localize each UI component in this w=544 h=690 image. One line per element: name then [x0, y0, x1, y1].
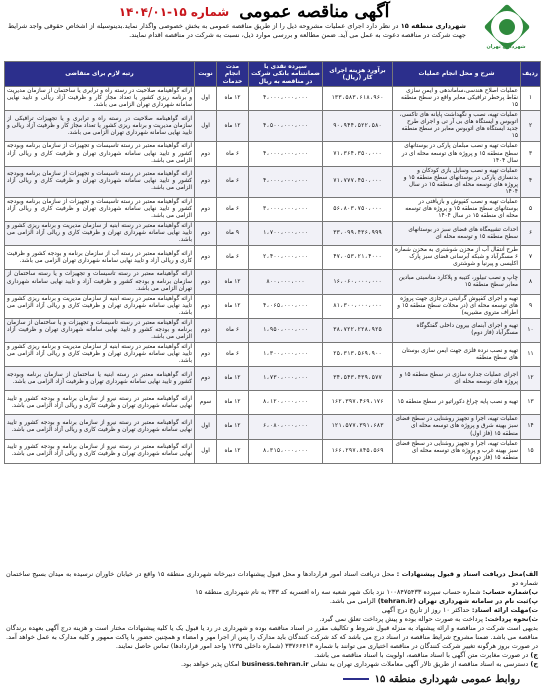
term-c-label: پ)ثبت نام در سامانه شهرداری تهران (tehran.ir): [377, 596, 538, 605]
row-number: ۱۰: [521, 318, 541, 342]
row-duration: ۶ ماه: [217, 166, 249, 197]
row-duration: ۱۲ ماه: [217, 367, 249, 391]
row-turn: سوم: [195, 391, 217, 415]
row-number: ۳: [521, 142, 541, 166]
row-deposit: ۱،۳۰۰،۰۰۰،۰۰۰: [249, 343, 323, 367]
row-deposit: ۶،۰۸۰،۰۰۰،۰۰۰: [249, 415, 323, 439]
table-row: [5, 87, 541, 111]
term-g-text: در صورت مغایرت متن آگهی با اسناد مناقصه، اولویت با اسناد مناقصه می باشد.: [314, 650, 529, 659]
row-requirement: ارائه گواهینامه معتبر در رسته تاسیسات و تجهیزات و یا ساختمان از سازمان برنامه و بودجه کشور و تایید نهایی سامانه شهرداری تهران و ظرفیت آزاد الزامی می باشد.: [5, 318, 195, 342]
title-row: [60, 1, 448, 23]
row-turn: اول: [195, 415, 217, 439]
term-h-label: ح): [530, 659, 538, 668]
row-cost: ۷۱،۷۷۷،۴۵۰،۰۰۰: [323, 166, 393, 197]
row-description: عملیات تهیه و نصب مبلمان پارکی در بوستانهای سطح منطقه ۱۵ و پروژه های توسعه محله ای در سال ۱۴۰۴: [393, 142, 521, 166]
footer-terms: [6, 570, 538, 669]
row-duration: ۱۲ ماه: [217, 87, 249, 111]
col-header-duration: مدت انجام خدمات: [217, 62, 249, 87]
table-row: [5, 270, 541, 294]
row-cost: ۳۴،۵۴۳،۴۳۹،۵۷۷: [323, 367, 393, 391]
row-requirement: ارائه گواهینامه معتبر در رسته ابنیه یا ساختمان از سازمان برنامه وبودجه کشور و تایید نهایی سامانه شهرداری تهران و ظرفیت آزاد الزامی می باشد.: [5, 367, 195, 391]
signature-underline: [343, 678, 369, 680]
table-row: [5, 439, 541, 463]
term-a-label: الف)محل دریافت اسناد و قبول پیشنهادات :: [396, 570, 538, 578]
row-turn: دوم: [195, 318, 217, 342]
term-e-label: ث)نحوه پرداخت:: [484, 614, 538, 623]
intro-paragraph: [8, 22, 466, 40]
col-header-requirement: رتبه لازم برای متقاضی: [5, 62, 195, 87]
term-e: [6, 615, 538, 624]
row-requirement: ارائه گواهینامه معتبر در رسته ابنیه از سازمان مدیریت و برنامه ریزی کشور و تایید نهایی سامانه شهرداری تهران و ظرفیت کاری و ریالی آزاد الزامی می باشد.: [5, 343, 195, 367]
term-e-text: پرداخت به صورت حواله بوده و پیش پرداخت تعلق نمی گیرد.: [319, 614, 483, 623]
term-d-label: ت)مهلت ارائه اسناد:: [471, 605, 538, 614]
row-turn: اول: [195, 111, 217, 142]
row-cost: ۷۱،۳۶۴،۳۵۰،۰۰۰: [323, 142, 393, 166]
row-turn: دوم: [195, 246, 217, 270]
row-description: تهیه و نصب نرده فلزی جهت ایمن سازی بوستان های سطح منطقه: [393, 343, 521, 367]
tender-table: [4, 61, 541, 464]
row-number: ۸: [521, 270, 541, 294]
row-requirement: ارائه گواهینامه معتبر در رسته ابنیه از سازمان مدیریت و برنامه ریزی کشور و تایید نهایی سامانه شهرداری تهران و ظرفیت کاری و ریالی آزاد الزامی می باشد.: [5, 222, 195, 246]
row-turn: دوم: [195, 367, 217, 391]
term-c: [6, 597, 538, 606]
row-deposit: ۴،۰۰۰،۰۰۰،۰۰۰: [249, 142, 323, 166]
term-b: [6, 588, 538, 597]
row-description: احداث تشییعگاه های فضای سبز در بوستانهای سطح منطقه ۱۵ و توسعه محله ای: [393, 222, 521, 246]
row-requirement: ارائه گواهینامه معتبر در رسته تاسیسات و تجهیزات از سازمان برنامه وبودجه کشور و تایید نهایی سامانه شهرداری تهران و ظرفیت کاری و ریالی آزاد الزامی می باشد.: [5, 166, 195, 197]
row-number: ۹: [521, 294, 541, 318]
row-requirement: ارائه گواهینامه معتبر در رسته تاسیسات و تجهیزات و یا رسته ساختمان از سازمان برنامه و بودجه کشور و ظرفیت آزاد و تایید نهایی سامانه شهرداری تهران الزامی می باشد.: [5, 270, 195, 294]
term-g-label: ج): [530, 650, 538, 659]
row-deposit: ۸،۱۲۰،۰۰۰،۰۰۰: [249, 391, 323, 415]
row-description: عملیات تهیه و نصب کفپوش و بازیافتی در بوستانهای سطح منطقه ۱۵ و پروژه های توسعه محله ای منطقه ۱۵ در سال ۱۴۰۴: [393, 197, 521, 221]
term-a: [6, 570, 538, 588]
row-number: ۱۴: [521, 415, 541, 439]
row-turn: اول: [195, 87, 217, 111]
row-cost: ۱۶،۰۶۰،۰۰۰،۰۰۰: [323, 270, 393, 294]
municipality-logo: [474, 4, 538, 54]
table-body: [5, 87, 541, 464]
row-deposit: ۳،۰۰۰،۰۰۰،۰۰۰: [249, 197, 323, 221]
term-h-tail: امکان پذیر خواهد بود.: [181, 659, 240, 668]
table-row: [5, 294, 541, 318]
row-deposit: ۸،۳۱۵،۰۰۰،۰۰۰: [249, 439, 323, 463]
table-row: [5, 367, 541, 391]
row-description: عملیات تهیه، اجرا و تجهیز روشنایی در سطح فضای سبز بهینه شرق و پروژه های توسعه محله ای منطقه ۱۵ (فاز اول): [393, 415, 521, 439]
row-duration: ۱۲ ماه: [217, 415, 249, 439]
row-duration: ۶ ماه: [217, 142, 249, 166]
term-g: [6, 651, 538, 660]
term-b-label: ب)شماره حساب:: [482, 587, 538, 596]
row-duration: ۱۲ ماه: [217, 294, 249, 318]
row-turn: دوم: [195, 222, 217, 246]
table-row: [5, 318, 541, 342]
row-number: ۷: [521, 246, 541, 270]
row-requirement: ارائه گواهینامه معتبر در رسته آب از سازمان برنامه و بودجه کشور و ظرفیت کاری و ریالی آزاد و تایید نهایی سامانه شهرداری تهران الزامی می باشد.: [5, 246, 195, 270]
row-number: ۱۳: [521, 391, 541, 415]
row-description: چاپ و نصب تبیلور، کتیبه و پلاکارد مناسبتی مبادین معابر سطح منطقه ۱۵: [393, 270, 521, 294]
row-cost: ۹۰،۹۴۴،۵۲۲،۵۸۰: [323, 111, 393, 142]
row-deposit: ۱،۷۰۰،۰۰۰،۰۰۰: [249, 222, 323, 246]
row-description: عملیات اصلاح هندسی،ساماندهی و ایمن سازی نقاط پرخطر ترافیکی معابر واقع در سطح منطقه ۱۵: [393, 87, 521, 111]
row-number: ۵: [521, 197, 541, 221]
row-description: تهیه و اجرای کفپوش گرانیتی درجازی جهت پروژه های توسعه محله ای (در محلات سطح منطقه ۱۵ و اطراف متروی مشیریه): [393, 294, 521, 318]
row-turn: دوم: [195, 343, 217, 367]
row-cost: ۱۲۱،۵۷۷،۳۹۱،۶۸۳: [323, 415, 393, 439]
row-number: ۴: [521, 166, 541, 197]
row-description: تهیه و نصب پایه چراغ دکوراتیو در سطح منطقه ۱۵: [393, 391, 521, 415]
row-requirement: ارائه گواهینامه صلاحیت در رسته راه و ترابری یا ساختمان از سازمان مدیریت و برنامه ریزی کشور یا تعداد مجاز کار و ظرفیت آزاد ریالی و تایید نهایی سامانه شهرداری تهران الزامی می باشد.: [5, 87, 195, 111]
row-number: ۱۱: [521, 343, 541, 367]
row-duration: ۶ ماه: [217, 246, 249, 270]
row-requirement: ارائه گواهینامه معتبر در رسته ابنیه از سازمان مدیریت و برنامه ریزی کشور و تایید نهایی سامانه شهرداری تهران و ظرفیت کاری و ریالی آزاد الزامی می باشد.: [5, 294, 195, 318]
row-requirement: ارائه گواهینامه معتبر در رسته نیرو از سازمان برنامه و بودجه کشور و تایید نهایی سامانه شهرداری تهران و ظرفیت کاری و ریالی آزاد الزامی می باشد.: [5, 439, 195, 463]
row-description: تهیه و اجرای آبنمای بیرون داخلی گفتگوگاه مسگرآباد (فاز دوم): [393, 318, 521, 342]
row-duration: ۶ ماه: [217, 318, 249, 342]
row-number: ۲: [521, 111, 541, 142]
row-description: طرح انتقال آب از مخزن شوشتری به مخزن شماره ۶ مسگرآباد و شبکه آبرسانی فضای سبز پارک اکلیسی و پیرنیا و شوشتری: [393, 246, 521, 270]
row-turn: دوم: [195, 294, 217, 318]
row-deposit: ۱،۷۳۰،۰۰۰،۰۰۰: [249, 367, 323, 391]
row-cost: ۴۷،۰۵۳،۲۱،۴۰۰۰: [323, 246, 393, 270]
term-d: [6, 606, 538, 615]
term-a-text: محل دریافت اسناد امور قراردادها و محل قبول پیشنهادات دبیرخانه شهرداری منطقه ۱۵ واقع در خیابان خاوران نرسیده به میدان بسیج ساختمان شماره دو: [6, 570, 538, 587]
signature: [343, 671, 520, 687]
row-turn: دوم: [195, 166, 217, 197]
term-h-text: دسترسی به اسناد مناقصه از طریق تالار آگهی معاملات شهرداری تهران به نشانی: [310, 659, 529, 668]
notice-title: آگهی مناقصه عمومی: [239, 2, 390, 22]
row-description: عملیات تهیه، نصب و نگهداشت پایانه های تاکسی، اتوبوس و ایستگاه های بی آر تی و اجرای طرح جدید ایستگاه های اتوبوس معابر در سطح منطقه ۱۵: [393, 111, 521, 142]
row-number: ۱۵: [521, 439, 541, 463]
table-row: [5, 142, 541, 166]
row-duration: ۹ ماه: [217, 222, 249, 246]
row-deposit: ۲،۴۰۰،۰۰۰،۰۰۰: [249, 246, 323, 270]
col-header-row-no: ردیف: [521, 62, 541, 87]
col-header-cost: برآورد هزینه اجرای کار (ریال): [323, 62, 393, 87]
term-b-text: شماره حساب سپرده ۱۰۰۸۴۷۵۴۳۳ نزد بانک شهر شعبه سه راه افسریه کد ۲۳۳ به نام شهرداری منطقه ۱۵: [195, 587, 481, 596]
row-duration: ۱۲ ماه: [217, 391, 249, 415]
row-requirement: ارائه گواهینامه معتبر در رسته نیرو از سازمان برنامه و بودجه کشور و تایید نهایی سامانه شهرداری تهران و ظرفیت کاری و ریالی آزاد الزامی می باشد.: [5, 391, 195, 415]
row-deposit: ۴،۰۶۵،۰۰۰،۰۰۰: [249, 294, 323, 318]
col-header-description: شرح و محل انجام عملیات: [393, 62, 521, 87]
row-duration: ۱۲ ماه: [217, 270, 249, 294]
row-deposit: ۴،۰۰۰،۰۰۰،۰۰۰: [249, 166, 323, 197]
row-cost: ۱۶۲،۳۹۷،۴۶۹،۱۷۶: [323, 391, 393, 415]
term-d-text: حداکثر ۱۰ روز از تاریخ درج آگهی: [381, 605, 470, 614]
row-cost: ۱۳۳،۵۸۳،۶۱۸،۹۶۰: [323, 87, 393, 111]
intro-text: در نظر دارد اجرای عملیات مشروحه ذیل را از طریق مناقصه عمومی به بخش خصوصی واگذار نماید.بدینوسیله از اشخاص حقوقی واجد شرایط جهت شرکت در مناقصه دعوت به عمل می آید. ضمن مطالعه و بررسی موارد ذیل، نسبت به شرکت در مناقصه اقدام نمایند.: [8, 22, 466, 39]
row-turn: دوم: [195, 197, 217, 221]
table-row: [5, 343, 541, 367]
table-row: [5, 197, 541, 221]
row-description: عملیات تهیه و نصب وسایل بازی کودکان و بدنسازی پارکی در بوستانهای سطح منطقه ۱۵ و پروژه های توسعه محله ای منطقه ۱۵ در سال ۱۴۰۴: [393, 166, 521, 197]
term-notes: بدیهی است شرکت در مناقصه و ارائه پیشنهاد به منزله قبول شروط و تکالیف مقرر در اسناد مناقصه بوده و شهرداری در رد یا قبول یک یا کلیه پیشنهادات مختار است و هزینه درج آگهی بعهده برندگان مناقصه می باشد. ضمنا مشروح شرایط مناقصه در اسناد درج می باشد که کد شرکت کنندگان باید مدارک را پس از اجرا مهر و امضاء و همچنین حضور با پاکت ممهور و کلیه مدارک به عمل خواهد آمد. در صورت بروز هرگونه تغییر شرکت کنندگان در مناقصه اختیاری می توانند با شماره ۳۳۷۶۶۴۱۳ (شماره داخلی ۱۲۳۵ واحد امور قراردادها) تماس حاصل نمایند.: [6, 623, 538, 650]
table-header-row: [5, 62, 541, 87]
row-number: ۱: [521, 87, 541, 111]
row-requirement: ارائه گواهینامه صلاحیت در رسته راه و ترابری و یا تجهیزات ترافیکی از سازمان مدیریت و برنامه ریزی کشور یا تعداد مجاز کار و ظرفیت آزاد ریالی و تایید نهایی سامانه شهرداری تهران الزامی می باشد.: [5, 111, 195, 142]
row-requirement: ارائه گواهینامه معتبر در رسته تاسیسات و تجهیزات از سازمان برنامه وبودجه کشور و تایید نهایی سامانه شهرداری تهران و ظرفیت کاری و ریالی آزاد الزامی می باشد.: [5, 197, 195, 221]
table-row: [5, 415, 541, 439]
logo-text: شهرداری تهران: [486, 44, 526, 50]
row-turn: دوم: [195, 142, 217, 166]
row-turn: دوم: [195, 270, 217, 294]
table-row: [5, 246, 541, 270]
row-deposit: ۱،۹۵۰،۰۰۰،۰۰۰: [249, 318, 323, 342]
row-deposit: ۴،۵۰۰،۰۰۰،۰۰۰: [249, 111, 323, 142]
header: [0, 0, 544, 60]
row-deposit: ۸۰۰،۰۰۰،۰۰۰: [249, 270, 323, 294]
row-cost: ۱۶۶،۲۹۷،۸۴۵،۵۶۹: [323, 439, 393, 463]
row-number: ۶: [521, 222, 541, 246]
term-c-text: الزامی می باشد.: [329, 596, 376, 605]
col-header-deposit: سپرده نقدی یا ضمانتنامه بانکی شرکت در مناقصه به ریال: [249, 62, 323, 87]
row-duration: ۱۲ ماه: [217, 439, 249, 463]
row-duration: ۱۲ ماه: [217, 111, 249, 142]
row-cost: ۵۶،۸۰۳،۷۵۰،۰۰۰: [323, 197, 393, 221]
row-cost: ۳۸،۷۲۲،۲۲۸،۹۲۵: [323, 318, 393, 342]
tender-website-link[interactable]: business.tehran.ir: [241, 659, 309, 668]
row-description: اجرای عملیات جداره سازی در سطح منطقه ۱۵ و پروژه های توسعه محله ای: [393, 367, 521, 391]
row-duration: ۶ ماه: [217, 343, 249, 367]
col-header-turn: نوبت: [195, 62, 217, 87]
table-row: [5, 391, 541, 415]
row-cost: ۸۱،۳۰۰،۰۰۰،۰۰۰: [323, 294, 393, 318]
term-h: [6, 660, 538, 669]
table-row: [5, 166, 541, 197]
notice-number: شماره ۱۵-۱۴۰۴/۰۱: [118, 5, 230, 19]
row-turn: اول: [195, 439, 217, 463]
row-number: ۱۲: [521, 367, 541, 391]
signature-text: روابط عمومی شهرداری منطقه ۱۵: [374, 673, 520, 685]
row-cost: ۳۳،۰۹۹،۴۳۶،۹۹۹: [323, 222, 393, 246]
row-requirement: ارائه گواهینامه معتبر در رسته تاسیسات و تجهیزات از سازمان برنامه وبودجه کشور و تایید نهایی سامانه شهرداری تهران و ظرفیت کاری و ریالی آزاد الزامی می باشد.: [5, 142, 195, 166]
table-row: [5, 222, 541, 246]
row-duration: ۶ ماه: [217, 197, 249, 221]
row-description: عملیات تهیه، اجرا و تجهیز روشنایی در سطح فضای سبز بهینه غرب و پروژه های توسعه محله ای منطقه ۱۵ (فاز دوم): [393, 439, 521, 463]
row-requirement: ارائه گواهینامه معتبر در رسته نیرو از سازمان برنامه و بودجه کشور و تایید نهایی سامانه شهرداری تهران و ظرفیت کاری و ریالی آزاد الزامی می باشد.: [5, 415, 195, 439]
row-cost: ۲۵،۳۱۳،۵۶۹،۹۰۰: [323, 343, 393, 367]
table-row: [5, 111, 541, 142]
intro-bold: شهرداری منطقه ۱۵: [400, 22, 466, 30]
row-deposit: ۴،۰۰۰،۰۰۰،۰۰۰: [249, 87, 323, 111]
